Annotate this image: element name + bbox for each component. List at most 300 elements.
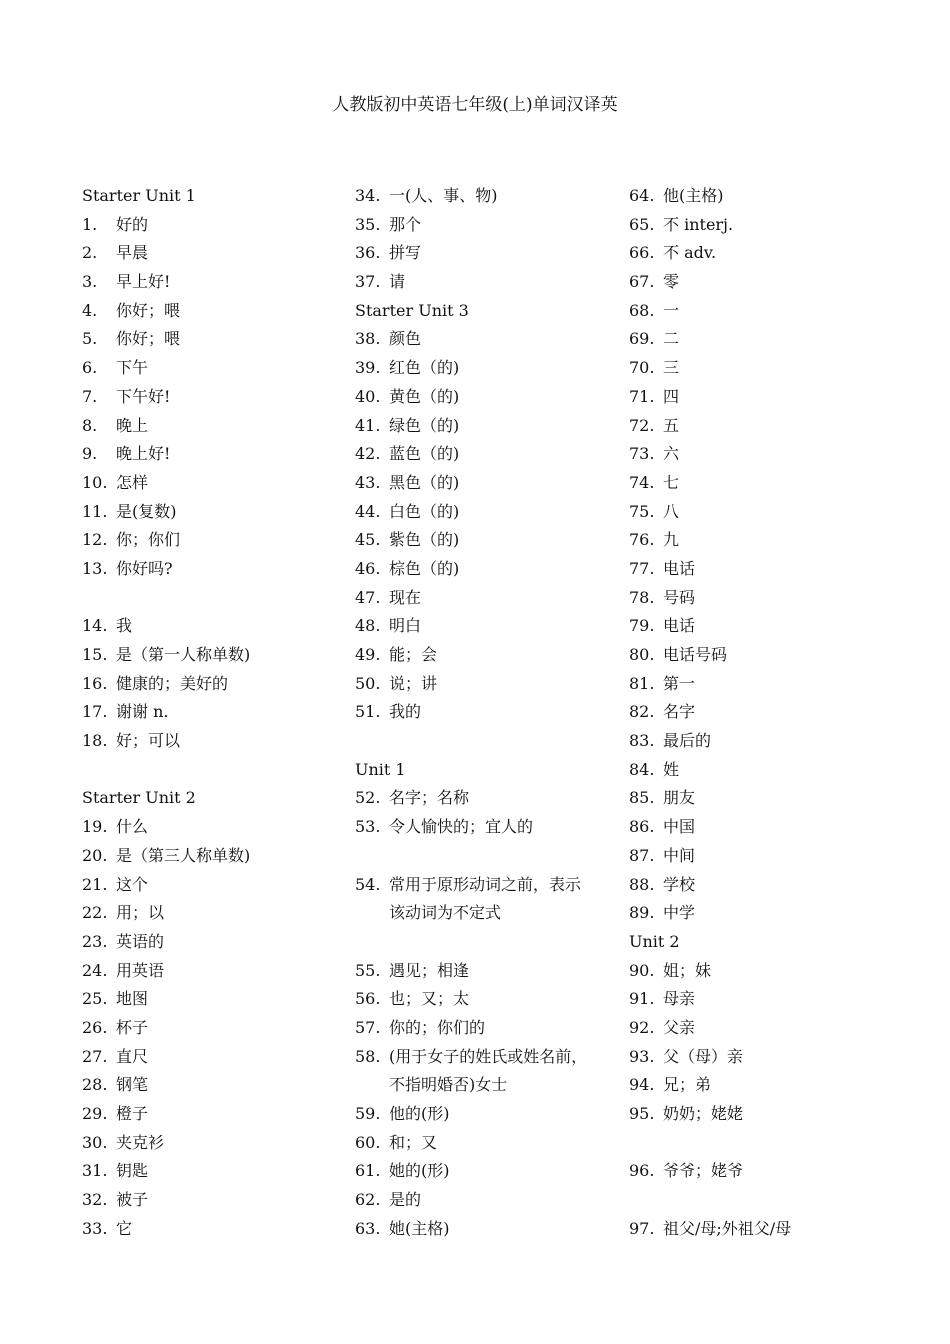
vocab-item-text: 这个 [116, 874, 149, 894]
vocab-item [82, 268, 342, 297]
vocab-item [82, 297, 342, 326]
vocab-item [82, 325, 342, 354]
vocab-item-text: 父亲 [663, 1017, 696, 1037]
vocab-item-number: 44. [355, 501, 381, 521]
vocab-item [629, 498, 889, 527]
vocab-item-number: 1. [82, 214, 98, 234]
vocab-item-text: 三 [663, 358, 680, 378]
vocab-item-text: 九 [663, 530, 680, 550]
vocab-item [629, 1215, 889, 1244]
vocab-item-number: 3. [82, 272, 98, 292]
vocab-item-number: 69. [629, 329, 655, 349]
vocab-item-number: 83. [629, 731, 655, 751]
vocab-item-number: 16. [82, 673, 108, 693]
vocab-item-number: 56. [355, 989, 381, 1009]
vocab-item-number: 47. [355, 587, 381, 607]
vocab-item [355, 383, 615, 412]
vocab-item-text: 颜色 [389, 329, 422, 349]
vocab-item-text: 用；以 [116, 903, 165, 923]
vocab-item-number: 94. [629, 1075, 655, 1095]
vocab-item-text: 奶奶；姥姥 [663, 1104, 744, 1123]
vocab-item-text: 电话 [663, 558, 696, 578]
vocab-item-text: 你好吗? [116, 558, 173, 578]
vocab-item [355, 325, 615, 354]
vocab-item-number: 8. [82, 415, 98, 435]
vocab-item-text: 能；会 [389, 645, 438, 664]
vocab-item-number: 96. [629, 1161, 655, 1181]
vocab-item-number: 9. [82, 444, 98, 464]
vocab-item-text: 蓝色（的) [389, 444, 460, 464]
vocab-item [82, 239, 342, 268]
vocab-item-text: 姓 [663, 759, 680, 779]
vocab-column-3 [629, 182, 889, 1243]
vocab-item [629, 698, 889, 727]
vocab-item [629, 412, 889, 441]
vocab-item-text: 早晨 [116, 243, 149, 263]
vocab-item [629, 297, 889, 326]
vocab-item-text: 第一 [663, 673, 696, 693]
vocab-item-text: 兄；弟 [663, 1075, 712, 1095]
vocab-item-text: 下午好! [116, 386, 171, 406]
vocab-item-text: 号码 [663, 587, 696, 607]
vocab-item-text: (用于女子的姓氏或姓名前， [389, 1046, 588, 1066]
vocab-item [355, 440, 615, 469]
vocab-item [355, 1014, 615, 1043]
unit-heading-text: Unit 2 [629, 931, 680, 951]
vocab-item-text: 他(主格) [663, 186, 724, 205]
blank-line [355, 928, 615, 957]
vocab-item [355, 526, 615, 555]
vocab-item-text: 二 [663, 329, 680, 349]
vocab-item-text: 好的 [116, 214, 149, 234]
vocab-item-text: 你的；你们的 [389, 1017, 486, 1037]
vocab-item-text: 什么 [116, 817, 149, 837]
vocab-item [82, 469, 342, 498]
vocab-item [629, 325, 889, 354]
vocab-item-text: 她(主格) [389, 1218, 450, 1238]
vocab-item-number: 87. [629, 845, 655, 865]
vocab-item [629, 871, 889, 900]
vocab-item [82, 1014, 342, 1043]
vocab-item-number: 43. [355, 472, 381, 492]
vocab-item-text: 那个 [389, 214, 422, 234]
vocab-item-text: 晚上 [116, 415, 149, 435]
vocab-item-number: 51. [355, 702, 381, 722]
vocab-item-number: 79. [629, 616, 655, 636]
vocab-item-text: 学校 [663, 874, 696, 894]
vocab-item [355, 985, 615, 1014]
vocab-item-text: 白色（的) [389, 501, 460, 521]
vocab-item [629, 813, 889, 842]
vocab-item-number: 61. [355, 1161, 381, 1181]
vocab-item-text: 下午 [116, 358, 149, 378]
vocab-item-text: 最后的 [663, 731, 712, 751]
vocab-item [82, 1100, 342, 1129]
vocab-item-number: 59. [355, 1104, 381, 1123]
vocab-item [629, 727, 889, 756]
vocab-item-number: 38. [355, 329, 381, 349]
vocab-item-text: 电话 [663, 616, 696, 636]
vocab-item-number: 67. [629, 272, 655, 292]
vocab-item-text: 中学 [663, 903, 696, 923]
vocab-item-number [355, 899, 389, 928]
vocab-item-number: 26. [82, 1017, 108, 1037]
vocab-item-number: 30. [82, 1132, 108, 1152]
vocab-item-text: 早上好! [116, 272, 171, 292]
vocab-item [82, 641, 342, 670]
vocab-item-number: 24. [82, 960, 108, 980]
vocab-item-number: 6. [82, 358, 98, 378]
vocab-item-number: 66. [629, 243, 655, 263]
vocab-item-text: 地图 [116, 989, 149, 1009]
vocab-item-text: 电话号码 [663, 645, 728, 664]
vocab-item [355, 584, 615, 613]
unit-heading [355, 756, 615, 785]
vocab-item-number: 13. [82, 558, 108, 578]
vocab-item [355, 1100, 615, 1129]
vocab-item-text: 名字；名称 [389, 788, 470, 808]
vocab-item-number: 18. [82, 731, 108, 751]
vocab-item [82, 670, 342, 699]
vocab-item-text: 请 [389, 272, 406, 292]
vocab-item-number: 74. [629, 472, 655, 492]
vocab-column-1 [82, 182, 342, 1243]
vocab-item [629, 383, 889, 412]
vocab-item [355, 1157, 615, 1186]
vocab-item [629, 1014, 889, 1043]
vocab-item [355, 1043, 615, 1072]
vocab-item-text: 杯子 [116, 1017, 149, 1037]
vocab-item-text: 夹克衫 [116, 1132, 165, 1152]
vocab-item-number: 7. [82, 386, 98, 406]
vocab-item-text: 是（第一人称单数) [116, 645, 251, 664]
vocab-item-number: 11. [82, 501, 108, 521]
vocab-item-text: 怎样 [116, 472, 149, 492]
vocab-item-text: 你好；喂 [116, 329, 181, 349]
vocab-item-number: 31. [82, 1161, 108, 1181]
vocab-item-number: 27. [82, 1046, 108, 1066]
vocab-item-text: 该动词为不定式 [389, 903, 502, 923]
vocab-item-text: 它 [116, 1218, 133, 1238]
vocab-item [355, 555, 615, 584]
vocab-item-number: 39. [355, 358, 381, 378]
unit-heading [82, 182, 342, 211]
vocab-item-number: 45. [355, 530, 381, 550]
vocab-item-text: 母亲 [663, 989, 696, 1009]
vocab-item-number: 97. [629, 1218, 655, 1238]
vocab-item-text: 拼写 [389, 243, 422, 263]
vocab-item-number: 68. [629, 300, 655, 320]
vocab-item [82, 1071, 342, 1100]
vocab-item-number: 58. [355, 1046, 381, 1066]
vocab-item-number: 80. [629, 645, 655, 664]
vocab-item [629, 1043, 889, 1072]
vocab-item-number: 88. [629, 874, 655, 894]
vocab-item-number: 81. [629, 673, 655, 693]
vocab-item [355, 498, 615, 527]
vocab-item [82, 1215, 342, 1244]
vocab-item-number: 65. [629, 214, 655, 234]
vocab-item-number: 64. [629, 186, 655, 205]
blank-line [355, 842, 615, 871]
vocab-item-text: 我 [116, 616, 133, 636]
vocab-item-number: 82. [629, 702, 655, 722]
vocab-item [82, 383, 342, 412]
vocab-item [82, 842, 342, 871]
unit-heading [355, 297, 615, 326]
vocab-item [355, 354, 615, 383]
vocab-item [82, 612, 342, 641]
vocab-item [355, 813, 615, 842]
vocab-item-number: 37. [355, 272, 381, 292]
vocab-item-number: 23. [82, 931, 108, 951]
vocab-item-text: 四 [663, 386, 680, 406]
vocab-item-text: 钥匙 [116, 1161, 149, 1181]
vocab-item-number: 34. [355, 186, 381, 205]
vocab-item-number: 14. [82, 616, 108, 636]
vocab-item-number: 57. [355, 1017, 381, 1037]
vocab-item-text: 零 [663, 272, 680, 292]
vocab-item [82, 211, 342, 240]
vocab-item-number: 76. [629, 530, 655, 550]
vocab-item-number: 71. [629, 386, 655, 406]
blank-line [82, 584, 342, 613]
vocab-item [355, 871, 615, 900]
vocab-item-continuation [355, 1071, 615, 1100]
vocab-item-text: 你；你们 [116, 530, 181, 550]
unit-heading [82, 784, 342, 813]
vocab-item-number: 86. [629, 817, 655, 837]
vocab-item-number: 70. [629, 358, 655, 378]
vocab-item-number: 48. [355, 616, 381, 636]
vocab-item-text: 好；可以 [116, 731, 181, 751]
vocab-item [355, 1215, 615, 1244]
vocab-item-text: 绿色（的) [389, 415, 460, 435]
vocab-item-number: 92. [629, 1017, 655, 1037]
vocab-item [629, 842, 889, 871]
vocab-item [629, 612, 889, 641]
vocab-item-text: 谢谢 n. [116, 702, 169, 722]
vocab-item-number: 20. [82, 845, 108, 865]
vocab-item [82, 440, 342, 469]
vocab-item [82, 957, 342, 986]
vocab-item-text: 名字 [663, 702, 696, 722]
vocab-item-text: 中国 [663, 817, 696, 837]
blank-line [629, 1129, 889, 1158]
vocab-item [355, 412, 615, 441]
vocab-item-number: 21. [82, 874, 108, 894]
vocab-item-number: 49. [355, 645, 381, 664]
vocab-item-number: 60. [355, 1132, 381, 1152]
vocab-item-text: 用英语 [116, 960, 165, 980]
vocab-item-number: 50. [355, 673, 381, 693]
vocab-item [82, 498, 342, 527]
vocab-item-text: 不 interj. [663, 214, 734, 234]
vocab-item-text: 令人愉快的；宜人的 [389, 817, 534, 837]
vocab-item-text: 不 adv. [663, 243, 717, 263]
vocab-item-text: 一(人、事、物) [389, 186, 498, 205]
vocab-item-text: 常用于原形动词之前，表示 [389, 874, 582, 894]
vocab-item-continuation [355, 899, 615, 928]
vocab-item-number: 90. [629, 960, 655, 980]
vocab-item [629, 182, 889, 211]
vocab-item-number: 40. [355, 386, 381, 406]
vocab-item [629, 526, 889, 555]
unit-heading-text: Starter Unit 3 [355, 300, 469, 320]
vocab-item-text: 你好；喂 [116, 300, 181, 320]
vocab-item [355, 698, 615, 727]
vocab-item [355, 268, 615, 297]
vocab-item-number: 2. [82, 243, 98, 263]
vocab-item [82, 1157, 342, 1186]
vocab-item-text: 钢笔 [116, 1075, 149, 1095]
vocab-item-text: 他的(形) [389, 1104, 450, 1123]
vocab-item-text: 明白 [389, 616, 422, 636]
vocab-item [629, 469, 889, 498]
vocab-item-text: 黑色（的) [389, 472, 460, 492]
vocab-item [355, 211, 615, 240]
unit-heading-text: Starter Unit 1 [82, 186, 196, 205]
vocab-item [82, 412, 342, 441]
vocab-item [82, 727, 342, 756]
vocab-item-text: 我的 [389, 702, 422, 722]
vocab-item-text: 七 [663, 472, 680, 492]
vocab-item-number: 52. [355, 788, 381, 808]
vocab-item-number: 5. [82, 329, 98, 349]
vocab-item [82, 871, 342, 900]
vocab-item-number: 95. [629, 1104, 655, 1123]
vocab-item [355, 1129, 615, 1158]
vocab-item-number: 35. [355, 214, 381, 234]
blank-line [82, 756, 342, 785]
vocab-item-text: 爷爷；姥爷 [663, 1161, 744, 1181]
vocab-item-text: 也；又；太 [389, 989, 470, 1009]
vocab-item [82, 526, 342, 555]
vocab-item-number: 77. [629, 558, 655, 578]
unit-heading-text: Unit 1 [355, 759, 406, 779]
vocab-item [629, 985, 889, 1014]
vocab-item-number: 25. [82, 989, 108, 1009]
vocab-item-text: 和；又 [389, 1132, 438, 1152]
vocab-item-text: 五 [663, 415, 680, 435]
vocab-item-number: 28. [82, 1075, 108, 1095]
vocab-item-text: 现在 [389, 587, 422, 607]
vocab-item [82, 928, 342, 957]
vocab-item-text: 说；讲 [389, 673, 438, 693]
vocab-item [629, 784, 889, 813]
vocab-item [629, 899, 889, 928]
vocab-item [629, 756, 889, 785]
vocab-item-text: 紫色（的) [389, 530, 460, 550]
vocab-item-number: 32. [82, 1190, 108, 1210]
vocab-item-text: 是（第三人称单数) [116, 845, 251, 865]
vocab-item-number: 15. [82, 645, 108, 664]
vocab-item-number: 78. [629, 587, 655, 607]
vocab-item-text: 英语的 [116, 931, 165, 951]
vocab-item [629, 641, 889, 670]
vocab-item-number: 73. [629, 444, 655, 464]
vocab-item-text: 她的(形) [389, 1161, 450, 1181]
blank-line [355, 727, 615, 756]
vocab-item-text: 健康的；美好的 [116, 673, 229, 693]
vocab-item-text: 黄色（的) [389, 386, 460, 406]
vocab-item [82, 899, 342, 928]
vocab-item-text: 是的 [389, 1190, 422, 1210]
vocab-item [355, 784, 615, 813]
vocab-item-text: 被子 [116, 1190, 149, 1210]
vocab-column-2 [355, 182, 615, 1243]
vocab-item-number: 4. [82, 300, 98, 320]
vocab-item-number: 85. [629, 788, 655, 808]
vocab-item-number: 46. [355, 558, 381, 578]
vocab-item-number: 75. [629, 501, 655, 521]
vocab-item-number: 42. [355, 444, 381, 464]
vocab-item-number: 29. [82, 1104, 108, 1123]
vocab-item-number: 17. [82, 702, 108, 722]
vocab-item-text: 不指明婚否)女士 [389, 1075, 508, 1095]
vocab-item-text: 一 [663, 300, 680, 320]
vocab-item [629, 268, 889, 297]
unit-heading [629, 928, 889, 957]
vocab-item-number: 72. [629, 415, 655, 435]
page-title: 人教版初中英语七年级(上)单词汉译英 [332, 95, 618, 115]
vocab-item-text: 红色（的) [389, 358, 460, 378]
vocab-item-number: 63. [355, 1218, 381, 1238]
vocab-item [82, 354, 342, 383]
vocab-item-number: 84. [629, 759, 655, 779]
vocab-item [629, 354, 889, 383]
vocab-item-number: 33. [82, 1218, 108, 1238]
vocab-item [629, 584, 889, 613]
vocab-item [355, 469, 615, 498]
vocab-item-number: 41. [355, 415, 381, 435]
vocab-item [355, 182, 615, 211]
vocab-item-text: 八 [663, 501, 680, 521]
vocab-item [82, 555, 342, 584]
vocab-item-number: 55. [355, 960, 381, 980]
vocab-item [355, 957, 615, 986]
vocab-item-number: 62. [355, 1190, 381, 1210]
vocab-item [629, 670, 889, 699]
vocab-item-text: 棕色（的) [389, 558, 460, 578]
vocab-item [355, 1186, 615, 1215]
vocab-item [355, 239, 615, 268]
vocab-item [629, 555, 889, 584]
vocab-item [82, 1129, 342, 1158]
vocab-item-text: 直尺 [116, 1046, 149, 1066]
vocab-item-number: 22. [82, 903, 108, 923]
vocab-item [355, 641, 615, 670]
vocab-item-text: 中间 [663, 845, 696, 865]
vocab-item-number: 91. [629, 989, 655, 1009]
vocab-item-text: 姐；妹 [663, 960, 712, 980]
vocab-item [629, 1100, 889, 1129]
vocab-item [355, 670, 615, 699]
vocab-item [82, 1043, 342, 1072]
vocab-item [82, 985, 342, 1014]
vocab-item-number: 54. [355, 874, 381, 894]
vocab-item [82, 1186, 342, 1215]
vocab-item-text: 六 [663, 444, 680, 464]
vocab-item-text: 父（母）亲 [663, 1046, 744, 1066]
blank-line [629, 1186, 889, 1215]
vocab-item [82, 698, 342, 727]
vocab-item-text: 遇见；相逢 [389, 960, 470, 980]
vocab-item-text: 晚上好! [116, 444, 171, 464]
vocab-item-number: 36. [355, 243, 381, 263]
vocab-item [629, 1157, 889, 1186]
unit-heading-text: Starter Unit 2 [82, 788, 196, 808]
